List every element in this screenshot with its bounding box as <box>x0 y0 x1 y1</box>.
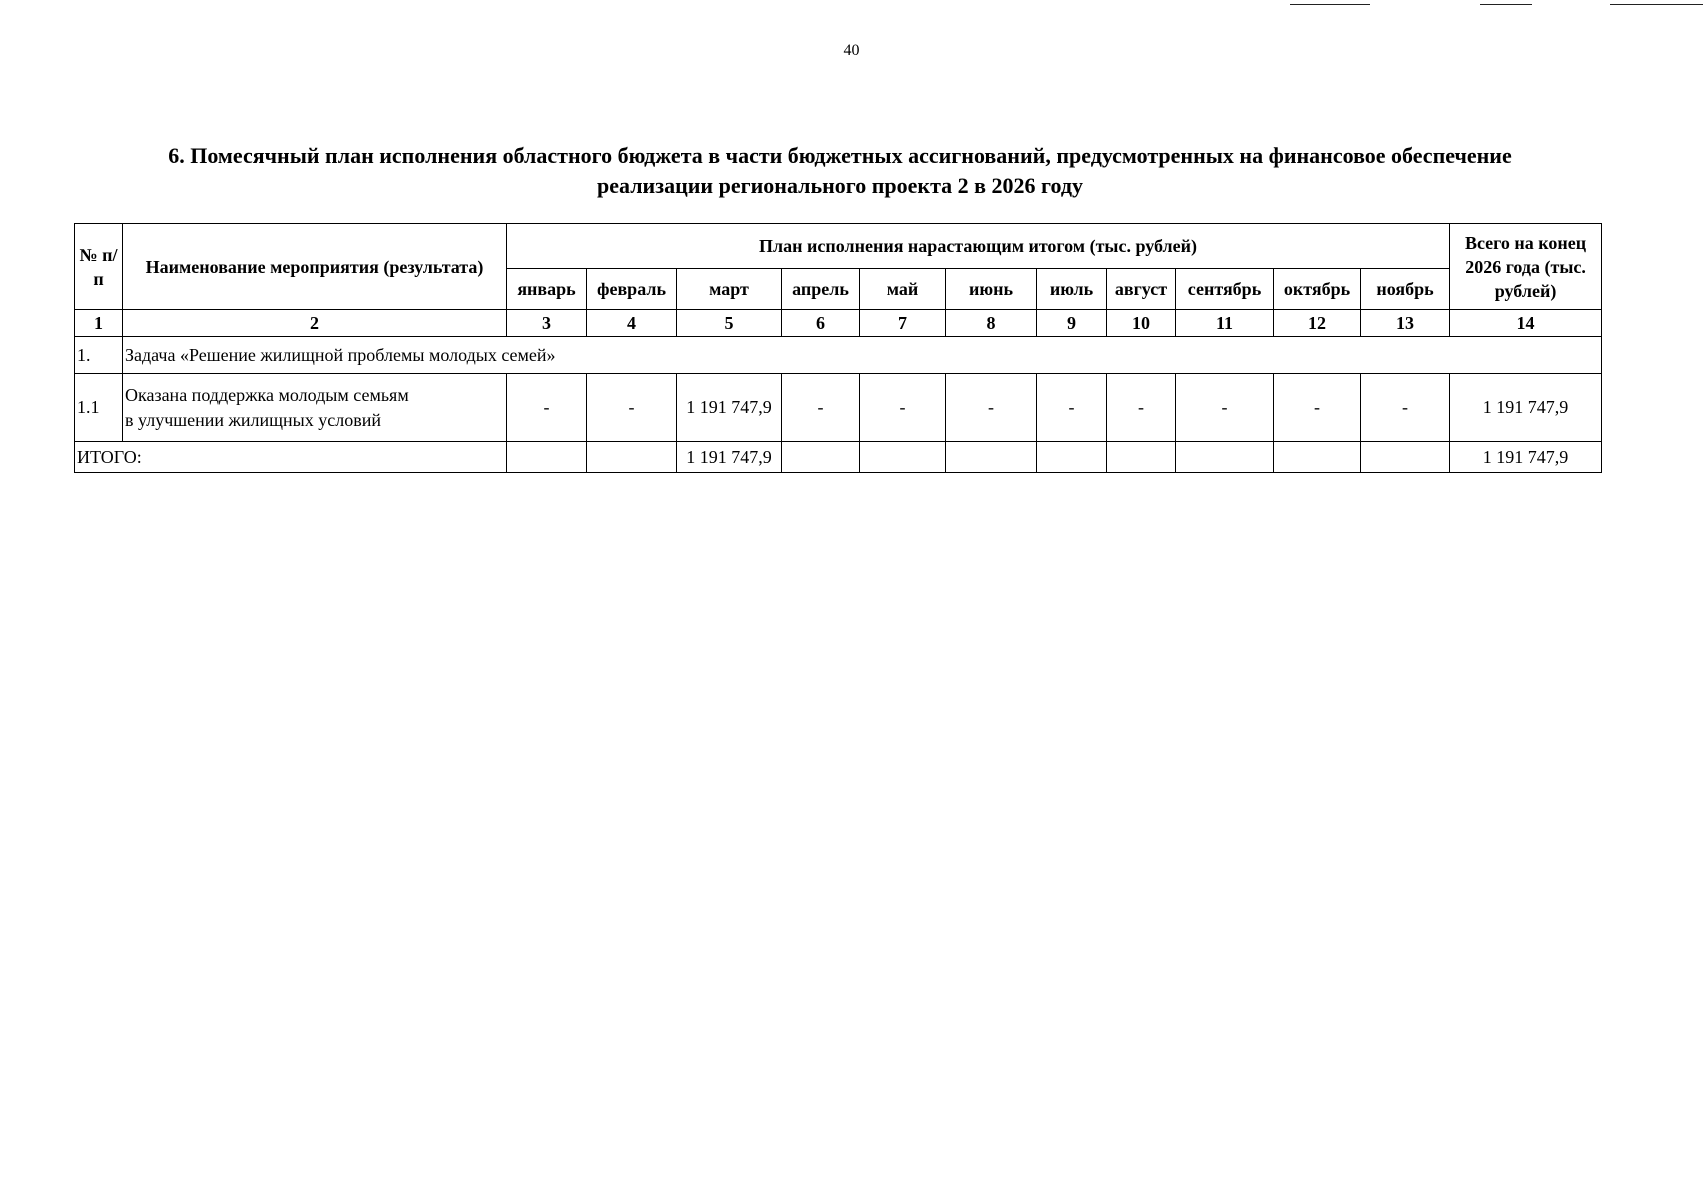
header-month-jan: январь <box>507 269 587 310</box>
header-month-mar: март <box>677 269 782 310</box>
document-title <box>70 141 1610 201</box>
item-month-apr: - <box>782 374 860 442</box>
column-number: 2 <box>123 310 507 337</box>
totals-month-jan <box>507 442 587 473</box>
header-month-jul: июль <box>1037 269 1107 310</box>
totals-month-feb <box>587 442 677 473</box>
item-month-aug: - <box>1107 374 1176 442</box>
column-number: 1 <box>75 310 123 337</box>
item-name-line-1: Оказана поддержка молодым семьям <box>125 384 409 405</box>
column-number: 5 <box>677 310 782 337</box>
totals-month-aug <box>1107 442 1176 473</box>
column-number: 6 <box>782 310 860 337</box>
totals-month-jun <box>946 442 1037 473</box>
header-plan: План исполнения нарастающим итогом (тыс. рублей) <box>507 224 1450 269</box>
item-month-jul: - <box>1037 374 1107 442</box>
totals-month-mar: 1 191 747,9 <box>677 442 782 473</box>
totals-total: 1 191 747,9 <box>1450 442 1602 473</box>
title-line-1: 6. Помесячный план исполнения областного бюджета в части бюджетных ассигнований, предусмотренных на финансовое обеспечение <box>168 143 1512 168</box>
header-month-oct: октябрь <box>1274 269 1361 310</box>
item-month-oct: - <box>1274 374 1361 442</box>
column-number: 13 <box>1361 310 1450 337</box>
column-number: 10 <box>1107 310 1176 337</box>
column-number: 8 <box>946 310 1037 337</box>
item-month-feb: - <box>587 374 677 442</box>
item-month-mar: 1 191 747,9 <box>677 374 782 442</box>
column-number: 14 <box>1450 310 1602 337</box>
header-month-jun: июнь <box>946 269 1037 310</box>
totals-label: ИТОГО: <box>75 442 507 473</box>
page-number: 40 <box>843 42 860 59</box>
totals-month-nov <box>1361 442 1450 473</box>
plan-table <box>74 223 1602 473</box>
title-line-2: реализации регионального проекта 2 в 2026 году <box>597 173 1083 198</box>
column-number: 3 <box>507 310 587 337</box>
totals-month-sep <box>1176 442 1274 473</box>
task-name: Задача «Решение жилищной проблемы молодых семей» <box>123 337 1602 374</box>
column-number: 4 <box>587 310 677 337</box>
column-number: 9 <box>1037 310 1107 337</box>
item-month-jan: - <box>507 374 587 442</box>
totals-month-may <box>860 442 946 473</box>
header-month-sep: сентябрь <box>1176 269 1274 310</box>
column-number: 11 <box>1176 310 1274 337</box>
totals-month-apr <box>782 442 860 473</box>
totals-month-jul <box>1037 442 1107 473</box>
item-name <box>123 374 507 442</box>
item-total: 1 191 747,9 <box>1450 374 1602 442</box>
item-name-line-2: в улучшении жилищных условий <box>125 409 381 430</box>
item-num: 1.1 <box>75 374 123 442</box>
column-number-row <box>75 310 1602 337</box>
task-row <box>75 337 1602 374</box>
item-month-nov: - <box>1361 374 1450 442</box>
header-month-feb: февраль <box>587 269 677 310</box>
header-month-apr: апрель <box>782 269 860 310</box>
header-month-aug: август <box>1107 269 1176 310</box>
task-num: 1. <box>75 337 123 374</box>
header-name: Наименование мероприятия (результата) <box>123 224 507 310</box>
column-number: 12 <box>1274 310 1361 337</box>
header-month-nov: ноябрь <box>1361 269 1450 310</box>
item-month-jun: - <box>946 374 1037 442</box>
header-num: № п/п <box>75 224 123 310</box>
item-month-sep: - <box>1176 374 1274 442</box>
totals-month-oct <box>1274 442 1361 473</box>
header-total: Всего на конец 2026 года (тыс. рублей) <box>1450 224 1602 310</box>
header-month-may: май <box>860 269 946 310</box>
totals-row <box>75 442 1602 473</box>
table-row <box>75 374 1602 442</box>
item-month-may: - <box>860 374 946 442</box>
column-number: 7 <box>860 310 946 337</box>
